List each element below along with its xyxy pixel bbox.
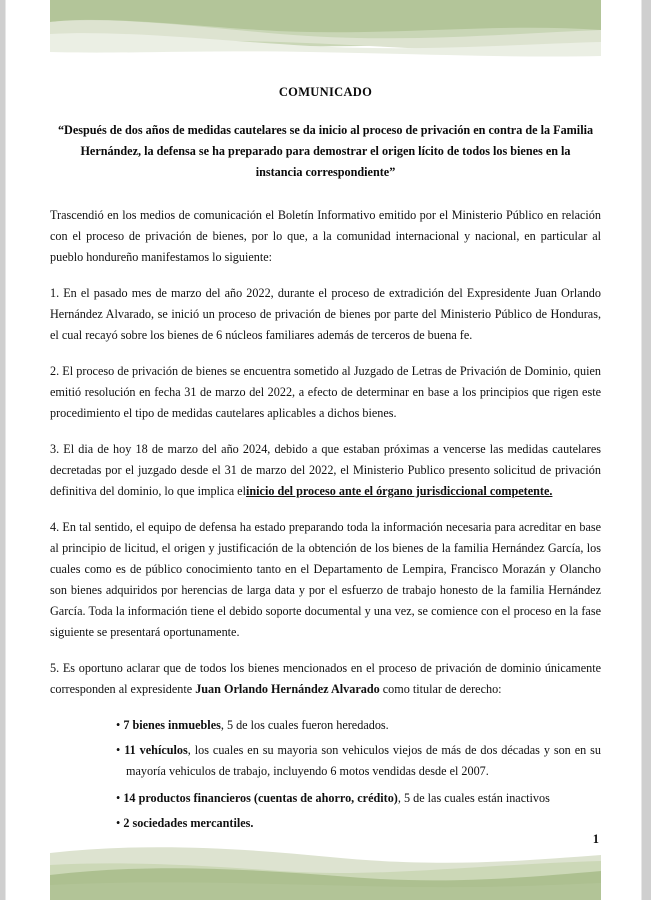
list-item-label: 7 bienes inmuebles bbox=[123, 717, 221, 732]
list-item bbox=[50, 715, 601, 736]
paragraph-item-3-text: 3. El dia de hoy 18 de marzo del año 2024, debido a que estaban próximas a vencerse las medidas cautelares decretadas por el juzgado desde el 31 de marzo del 2022, el Ministerio Publico presento solicitud de privación definitiva del dominio, lo que implica el bbox=[50, 441, 601, 498]
footer-wave-graphic bbox=[50, 835, 601, 900]
header-wave-graphic bbox=[50, 0, 601, 62]
paragraph-item-5-lead: 5. Es oportuno aclarar que de todos los bienes mencionados en el proceso de privación de dominio únicamente corresponden al expresidente bbox=[50, 660, 601, 696]
page-left-edge-inner bbox=[5, 0, 6, 900]
paragraph-item-3 bbox=[50, 439, 601, 502]
list-item-detail: , 5 de las cuales están inactivos bbox=[397, 790, 550, 805]
paragraph-item-3-emphasis: inicio del proceso ante el órgano jurisdiccional competente. bbox=[245, 483, 553, 498]
footer-wave-svg bbox=[50, 835, 601, 900]
list-item bbox=[50, 788, 601, 809]
list-item bbox=[50, 813, 601, 834]
paragraph-intro: Trascendió en los medios de comunicación el Boletín Informativo emitido por el Ministerio Público en relación con el proceso de privación de bienes, por lo que, a la comunidad internacional y nacional, en particular al pueblo hondureño manifestamos lo siguiente: bbox=[50, 207, 601, 264]
list-item-detail: , 5 de los cuales fueron heredados. bbox=[220, 717, 389, 732]
paragraph-item-2: 2. El proceso de privación de bienes se encuentra sometido al Juzgado de Letras de Privación de Dominio, quien emitió resolución en fecha 31 de marzo del 2022, a efecto de determinar en base a los principios que rigen este procedimiento el tipo de medidas cautelares aplicables a dichos bienes. bbox=[50, 363, 601, 420]
list-item bbox=[50, 740, 601, 782]
list-item-label: 2 sociedades mercantiles. bbox=[123, 815, 254, 830]
paragraph-item-5-name: Juan Orlando Hernández Alvarado bbox=[195, 681, 380, 696]
header-wave-svg bbox=[50, 0, 601, 62]
page-number: 1 bbox=[592, 832, 599, 846]
list-item-label: 14 productos financieros (cuentas de ahorro, crédito) bbox=[123, 790, 398, 805]
paragraph-item-4: 4. En tal sentido, el equipo de defensa ha estado preparando toda la información necesaria para acreditar en base al principio de licitud, el origen y justificación de la obtención de los bienes de la familia Hernández García, los cuales como es de público conocimiento tanto en el Departamento de Lempira, Francisco Morazán y Olancho son bienes adquiridos por herencias de larga data y por el esfuerzo de trabajo honesto de la familia Hernández García. Toda la información tiene el debido soporte documental y una vez, se comience con el proceso en la fase siguiente se presentará oportunamente. bbox=[50, 519, 601, 639]
paragraph-item-1: 1. En el pasado mes de marzo del año 2022, durante el proceso de extradición del Expresidente Juan Orlando Hernández Alvarado, se inició un proceso de privación de bienes por parte del Ministerio Público de Honduras, el cual recayó sobre los bienes de 6 núcleos familiares además de terceros de buena fe. bbox=[50, 285, 601, 342]
paragraph-item-5-tail: como titular de derecho: bbox=[379, 681, 502, 696]
list-item-detail: , los cuales en su mayoria son vehiculos viejos de más de dos décadas y son en su mayoría vehiculos de trabajo, incluyendo 6 motos vendidas desde el 2007. bbox=[126, 742, 602, 778]
paragraph-item-5 bbox=[50, 658, 601, 700]
document-body bbox=[50, 85, 601, 838]
page-right-edge bbox=[642, 0, 651, 900]
list-item-label: 11 vehículos bbox=[124, 742, 188, 757]
assets-list bbox=[50, 715, 601, 834]
document-subtitle: “Después de dos años de medidas cautelares se da inicio al proceso de privación en contra de la Familia Hernández, la defensa se ha preparado para demostrar el origen lícito de todos los bienes en la instancia correspondiente” bbox=[57, 123, 594, 179]
page-title: COMUNICADO bbox=[278, 85, 373, 99]
page-right-edge-inner bbox=[641, 0, 642, 900]
